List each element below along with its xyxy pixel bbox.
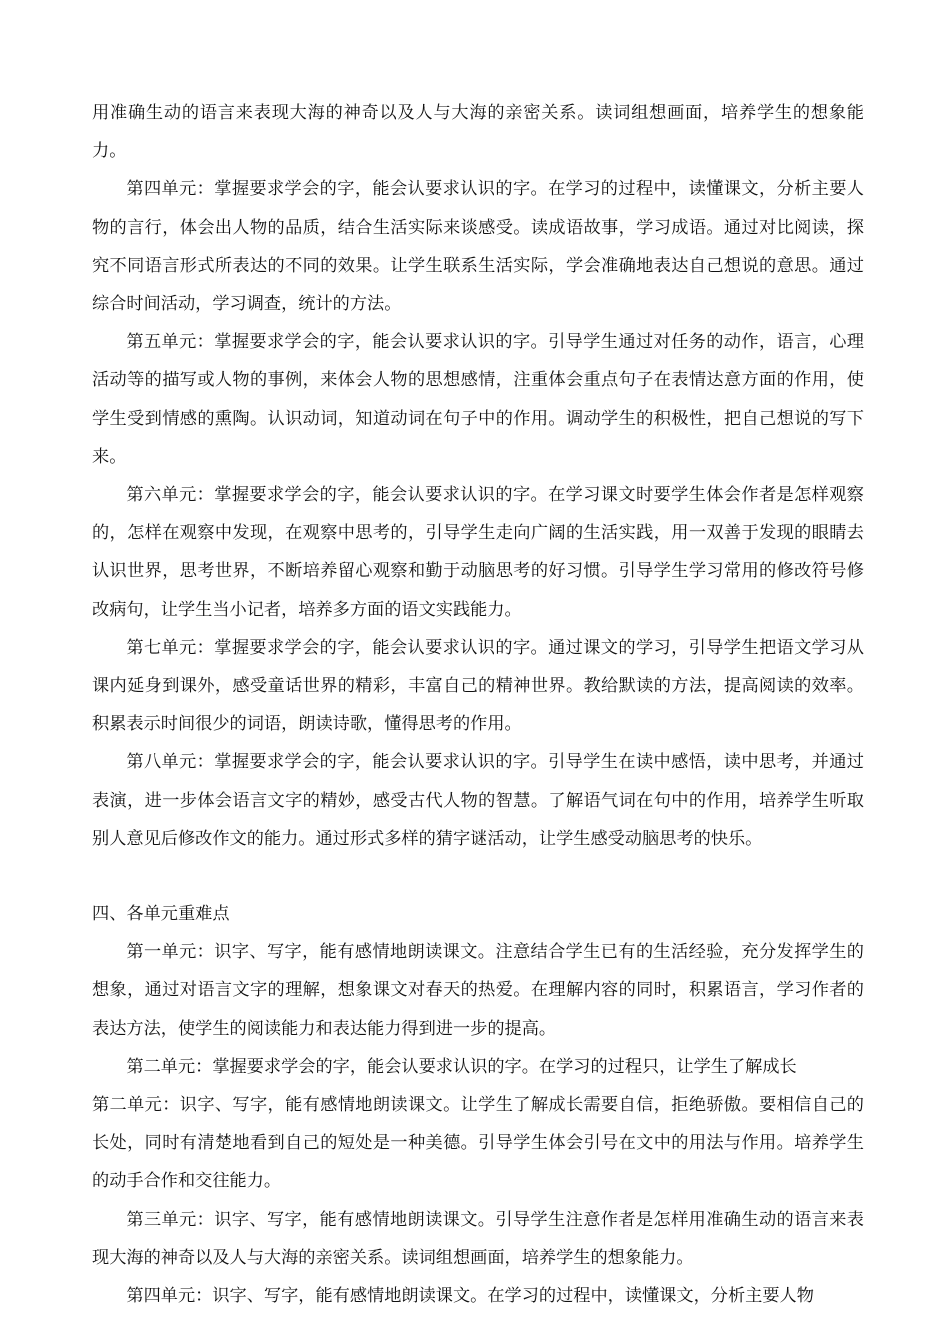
section-heading: 四、各单元重难点 bbox=[92, 904, 230, 925]
paragraph-continuation: 用准确生动的语言来表现大海的神奇以及人与大海的亲密关系。读词组想画面，培养学生的想象能力。 bbox=[92, 103, 864, 162]
paragraph-unit-3-keypoints: 第三单元：识字、写字，能有感情地朗读课文。引导学生注意作者是怎样用准确生动的语言来表现大海的神奇以及人与大海的亲密关系。读词组想画面，培养学生的想象能力。 bbox=[92, 1209, 864, 1268]
paragraph-unit-7-goals: 第七单元：掌握要求学会的字，能会认要求认识的字。通过课文的学习，引导学生把语文学习从课内延身到课外，感受童话世界的精彩，丰富自己的精神世界。教给默读的方法，提高阅读的效率。积累表示时间很少的词语，朗读诗歌，懂得思考的作用。 bbox=[92, 637, 864, 735]
paragraph-unit-4-keypoints: 第四单元：识字、写字，能有感情地朗读课文。在学习的过程中，读懂课文，分析主要人物 bbox=[126, 1286, 814, 1307]
paragraph-unit-4-goals: 第四单元：掌握要求学会的字，能会认要求认识的字。在学习的过程中，读懂课文，分析主要人物的言行，体会出人物的品质，结合生活实际来谈感受。读成语故事，学习成语。通过对比阅读，探究不同语言形式所表达的不同的效果。让学生联系生活实际，学会准确地表达自己想说的意思。通过综合时间活动，学习调查，统计的方法。 bbox=[92, 179, 864, 315]
paragraph-unit-6-goals: 第六单元：掌握要求学会的字，能会认要求认识的字。在学习课文时要学生体会作者是怎样观察的，怎样在观察中发现，在观察中思考的，引导学生走向广阔的生活实践，用一双善于发现的眼睛去认识世界，思考世界，不断培养留心观察和勤于动脑思考的好习惯。引导学生学习常用的修改符号修改病句，让学生当小记者，培养多方面的语文实践能力。 bbox=[92, 485, 864, 620]
document-body bbox=[92, 94, 864, 1315]
paragraph-unit-1-keypoints: 第一单元：识字、写字，能有感情地朗读课文。注意结合学生已有的生活经验，充分发挥学生的想象，通过对语言文字的理解，想象课文对春天的热爱。在理解内容的同时，积累语言，学习作者的表达方法，使学生的阅读能力和表达能力得到进一步的提高。 bbox=[92, 942, 864, 1039]
paragraph-unit-8-goals: 第八单元：掌握要求学会的字，能会认要求认识的字。引导学生在读中感悟，读中思考，并通过表演，进一步体会语言文字的精妙，感受古代人物的智慧。了解语气词在句中的作用，培养学生听取别人意见后修改作文的能力。通过形式多样的猜字谜活动，让学生感受动脑思考的快乐。 bbox=[92, 752, 864, 849]
paragraph-unit-2-fragment: 第二单元：掌握要求学会的字，能会认要求认识的字。在学习的过程只，让学生了解成长 bbox=[126, 1056, 797, 1077]
paragraph-unit-5-goals: 第五单元：掌握要求学会的字，能会认要求认识的字。引导学生通过对任务的动作，语言，心理活动等的描写或人物的事例，来体会人物的思想感情，注重体会重点句子在表情达意方面的作用，使学生受到情感的熏陶。认识动词，知道动词在句子中的作用。调动学生的积极性，把自己想说的写下来。 bbox=[92, 332, 864, 467]
paragraph-unit-2-keypoints: 第二单元：识字、写字，能有感情地朗读课文。让学生了解成长需要自信，拒绝骄傲。要相信自己的长处，同时有清楚地看到自己的短处是一种美德。引导学生体会引号在文中的用法与作用。培养学生的动手合作和交往能力。 bbox=[92, 1095, 864, 1192]
